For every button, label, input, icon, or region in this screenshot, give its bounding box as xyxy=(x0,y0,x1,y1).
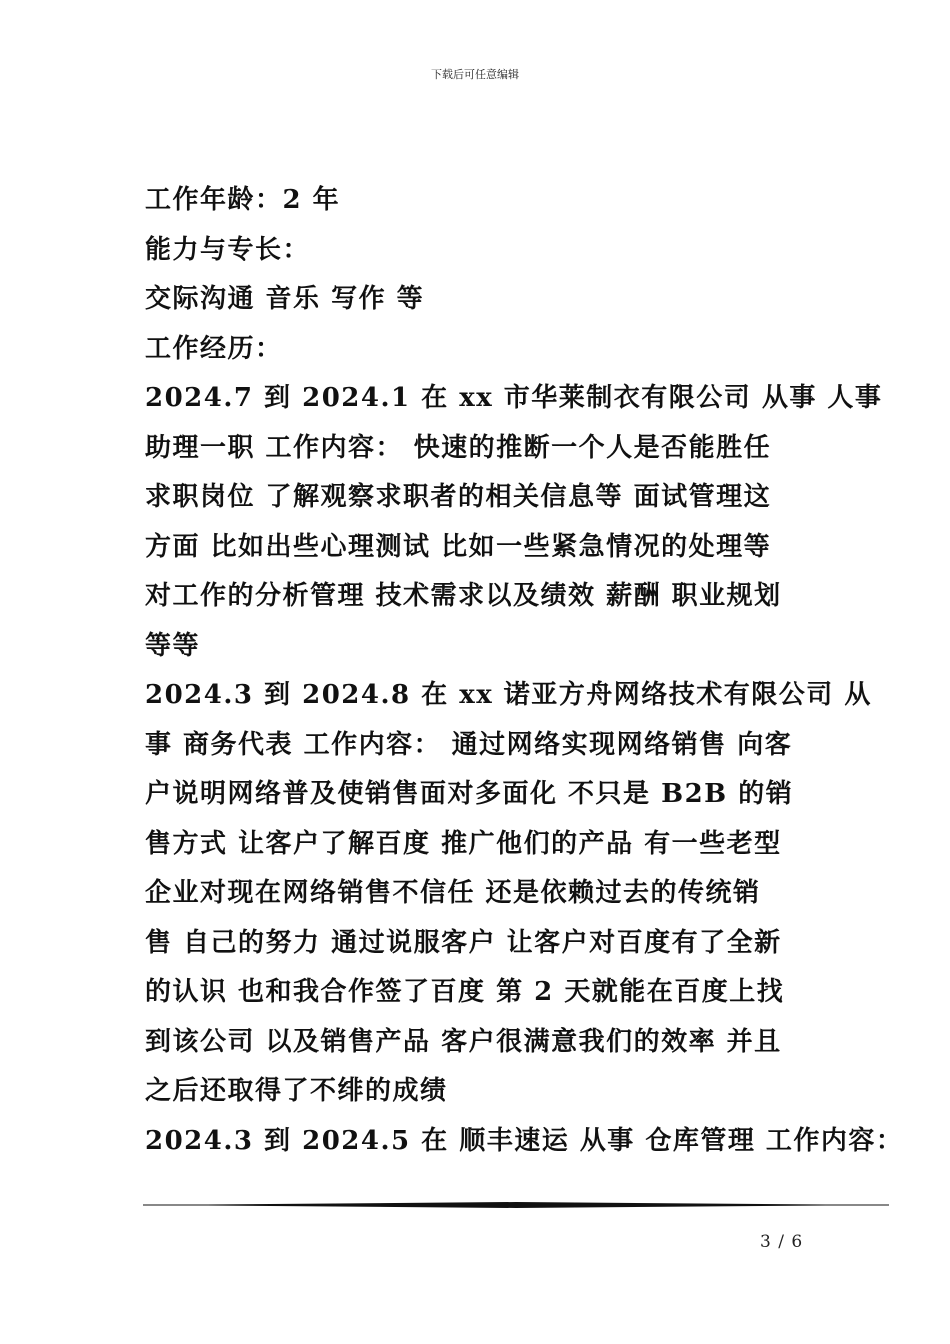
body-line: 等等 xyxy=(145,630,201,661)
body-line: 能力与专长： xyxy=(145,234,311,265)
body-line: 方面 比如出些心理测试 比如一些紧急情况的处理等 xyxy=(145,531,772,562)
page-header: 下载后可任意编辑 xyxy=(431,68,519,81)
footer-divider xyxy=(143,1202,889,1208)
body-line: 售 自己的努力 通过说服客户 让客户对百度有了全新 xyxy=(145,927,782,958)
body-line: 售方式 让客户了解百度 推广他们的产品 有一些老型 xyxy=(145,828,782,859)
body-line: 之后还取得了不绯的成绩 xyxy=(145,1076,448,1106)
body-line: 到该公司 以及销售产品 客户很满意我们的效率 并且 xyxy=(145,1026,782,1057)
body-line: 事 商务代表 工作内容： 通过网络实现网络销售 向客 xyxy=(145,729,793,760)
body-line: 2024.7 到 2024.1 在 xx 市华莱制衣有限公司 从事 人事 xyxy=(145,383,883,413)
body-line: 2024.3 到 2024.8 在 xx 诺亚方舟网络技术有限公司 从 xyxy=(145,680,872,710)
body-line: 2024.3 到 2024.5 在 顺丰速运 从事 仓库管理 工作内容： xyxy=(145,1125,904,1156)
body-line: 企业对现在网络销售不信任 还是依赖过去的传统销 xyxy=(145,878,761,908)
body-line: 助理一职 工作内容： 快速的推断一个人是否能胜任 xyxy=(145,432,772,463)
body-line: 对工作的分析管理 技术需求以及绩效 薪酬 职业规划 xyxy=(145,581,782,611)
page-number: 3 / 6 xyxy=(760,1232,804,1252)
body-line: 户说明网络普及使销售面对多面化 不只是 B2B 的销 xyxy=(145,779,794,809)
body-line: 的认识 也和我合作签了百度 第 2 天就能在百度上找 xyxy=(145,977,785,1007)
body-line: 工作经历： xyxy=(145,333,283,364)
document-body xyxy=(145,176,904,1166)
body-line: 求职岗位 了解观察求职者的相关信息等 面试管理这 xyxy=(145,482,772,512)
body-line: 交际沟通 音乐 写作 等 xyxy=(145,284,425,314)
body-line: 工作年龄：2 年 xyxy=(145,185,341,215)
